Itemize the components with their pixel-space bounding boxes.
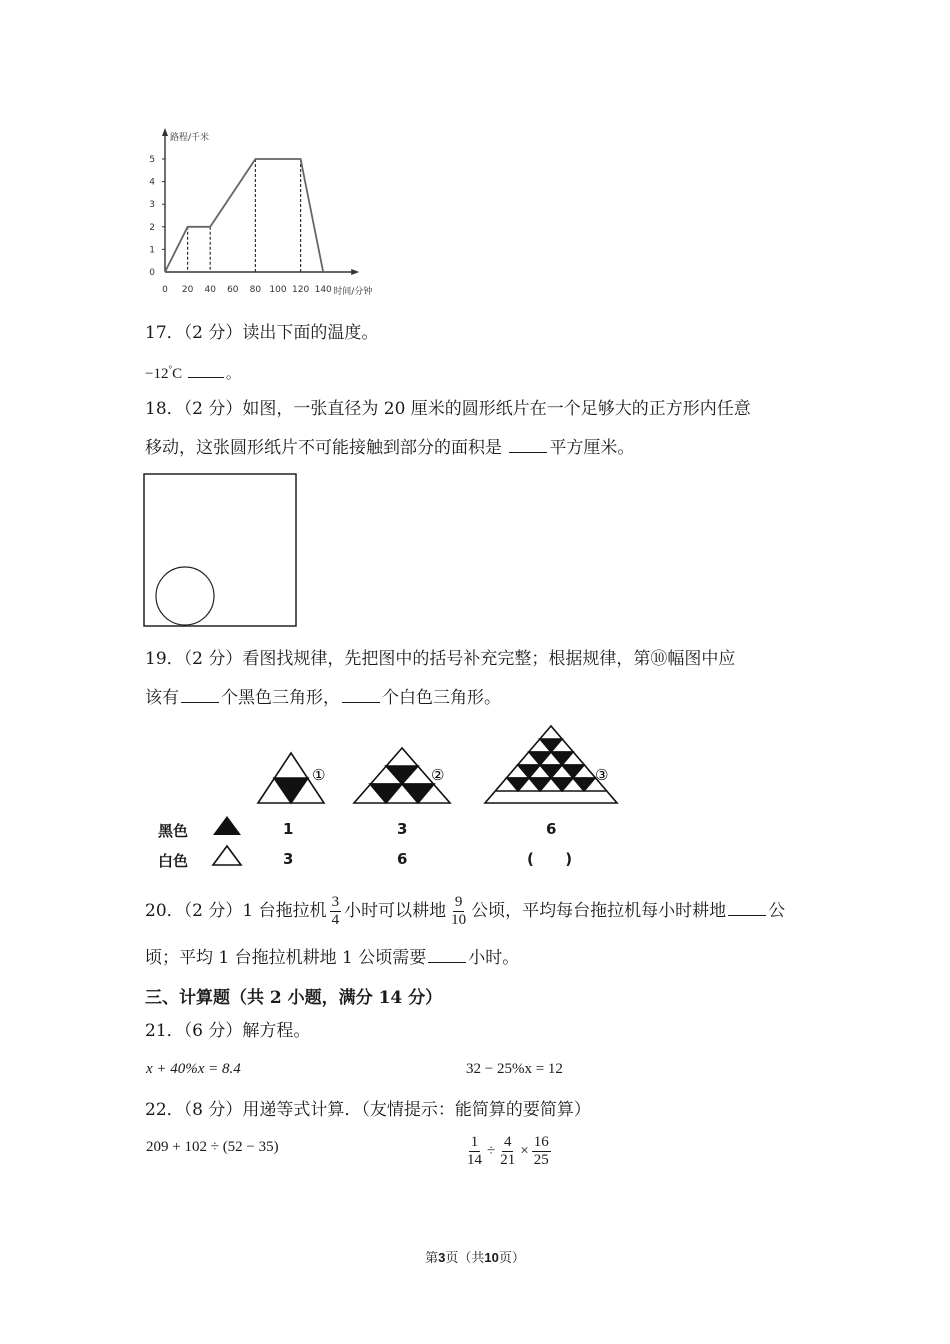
y-tick-label: 1 — [149, 245, 155, 256]
operator-divide: ÷ — [487, 1142, 496, 1159]
x-tick-label: 120 — [292, 285, 310, 295]
temperature-unit: C — [172, 366, 183, 382]
question-20-text-1: 20．（2 分）1 台拖拉机 — [145, 901, 327, 921]
question-20-text-6: 小时。 — [468, 948, 520, 968]
footer-text-1: 第 — [425, 1251, 439, 1266]
fraction-1-14: $\frac{1}{14}$ — [467, 1134, 482, 1168]
y-tick-label: 5 — [149, 155, 155, 165]
question-17-text: 17．（2 分）读出下面的温度。 — [145, 323, 379, 343]
x-tick-label: 40 — [204, 285, 216, 295]
question-20-text-2: 小时可以耕地 — [344, 901, 447, 921]
x-axis-arrow — [351, 269, 359, 275]
distance-time-chart — [140, 125, 400, 305]
question-18-text-2: 移动，这张圆形纸片不可能接触到部分的面积是 — [145, 438, 508, 458]
equation-2: 32 − 25%x = 12 — [466, 1061, 563, 1077]
question-18-text-3: 平方厘米。 — [549, 438, 635, 458]
question-19-text-4: 个白色三角形。 — [382, 688, 501, 708]
triangle-figure-3 — [485, 726, 617, 803]
x-tick-label: 60 — [227, 285, 239, 295]
black-count-2: 3 — [397, 820, 408, 838]
y-axis-arrow — [162, 128, 168, 136]
expression-2 — [462, 1134, 554, 1169]
y-tick-label: 2 — [149, 222, 155, 233]
x-tick-label: 20 — [181, 285, 194, 295]
black-count-1: 1 — [283, 820, 294, 838]
fraction-three-quarters: $\frac{3}{4}$ — [331, 894, 340, 928]
question-19-text-3: 个黑色三角形， — [221, 688, 340, 708]
y-axis-label: 路程/千米 — [170, 133, 210, 143]
white-count-2: 6 — [397, 850, 408, 868]
equation-1: x + 40%x = 8.4 — [146, 1061, 241, 1077]
distance-series-line — [165, 159, 323, 272]
question-20-text-4: 公 — [768, 901, 786, 921]
temperature-end: 。 — [225, 366, 241, 382]
question-20-line2 — [145, 946, 519, 969]
square-circle-figure — [142, 472, 300, 630]
y-tick-label: 0 — [149, 268, 155, 278]
answer-blank[interactable] — [181, 686, 219, 703]
figure-label-2: ② — [431, 766, 445, 784]
answer-blank[interactable] — [428, 946, 466, 963]
question-19-text-2: 该有 — [145, 688, 179, 708]
question-18-line2 — [145, 436, 634, 459]
temperature-reading: −12°C 。 — [145, 364, 241, 382]
fraction-16-25: $\frac{16}{25}$ — [533, 1134, 549, 1168]
y-tick-label: 4 — [149, 177, 155, 188]
fraction-4-21: $\frac{4}{21}$ — [500, 1134, 516, 1168]
circle-shape — [156, 567, 214, 625]
page-number: 3 — [438, 1250, 446, 1265]
x-tick-label: 100 — [269, 285, 287, 295]
x-axis-label: 时间/分钟 — [333, 287, 373, 297]
footer-text-2: 页（共 — [445, 1251, 485, 1266]
x-tick-label: 0 — [162, 285, 168, 295]
figure-label-1: ① — [312, 766, 326, 784]
section-3-heading: 三、计算题（共 2 小题，满分 14 分） — [145, 988, 443, 1008]
question-18-line1 — [145, 398, 751, 420]
black-row-label: 黑色 — [158, 822, 189, 840]
answer-blank[interactable] — [342, 686, 380, 703]
answer-blank[interactable] — [188, 365, 224, 378]
question-20-line1 — [145, 888, 785, 934]
question-17 — [145, 322, 378, 344]
operator-multiply: × — [520, 1142, 529, 1159]
fraction-nine-tenths: $\frac{9}{10}$ — [451, 894, 467, 928]
answer-blank[interactable] — [728, 899, 766, 916]
question-21: 21．（6 分）解方程。 — [145, 1021, 311, 1041]
page-total: 10 — [484, 1250, 499, 1265]
white-triangle-icon — [213, 846, 241, 865]
question-20-text-5: 顷；平均 1 台拖拉机耕地 1 公顷需要 — [145, 948, 427, 968]
x-tick-label: 140 — [314, 285, 332, 295]
question-19-line1 — [145, 648, 735, 670]
question-22: 22．（8 分）用递等式计算．（友情提示：能简算的要简算） — [145, 1100, 591, 1120]
footer-text-3: 页） — [498, 1251, 525, 1266]
black-count-3: 6 — [546, 820, 557, 838]
white-row-label: 白色 — [158, 852, 189, 870]
question-19-text-1: 19．（2 分）看图找规律，先把图中的括号补充完整；根据规律，第⑩幅图中应 — [145, 649, 736, 669]
page-footer — [0, 1247, 950, 1266]
figure-label-3: ③ — [595, 766, 609, 784]
x-tick-label: 80 — [249, 285, 262, 295]
answer-blank[interactable] — [509, 436, 547, 453]
expression-1: 209 + 102 ÷ (52 − 35) — [146, 1139, 279, 1155]
question-20-text-3: 公顷，平均每台拖拉机每小时耕地 — [471, 901, 727, 921]
temperature-value: −12 — [145, 366, 169, 382]
white-count-3-blank[interactable]: ( ) — [527, 850, 573, 868]
square-shape — [144, 474, 296, 626]
question-19-line2 — [145, 686, 501, 709]
white-count-1: 3 — [283, 850, 294, 868]
y-tick-label: 3 — [149, 200, 155, 211]
black-triangle-icon — [213, 816, 241, 835]
question-18-text-1: 18．（2 分）如图，一张直径为 20 厘米的圆形纸片在一个足够大的正方形内任意 — [145, 399, 751, 419]
